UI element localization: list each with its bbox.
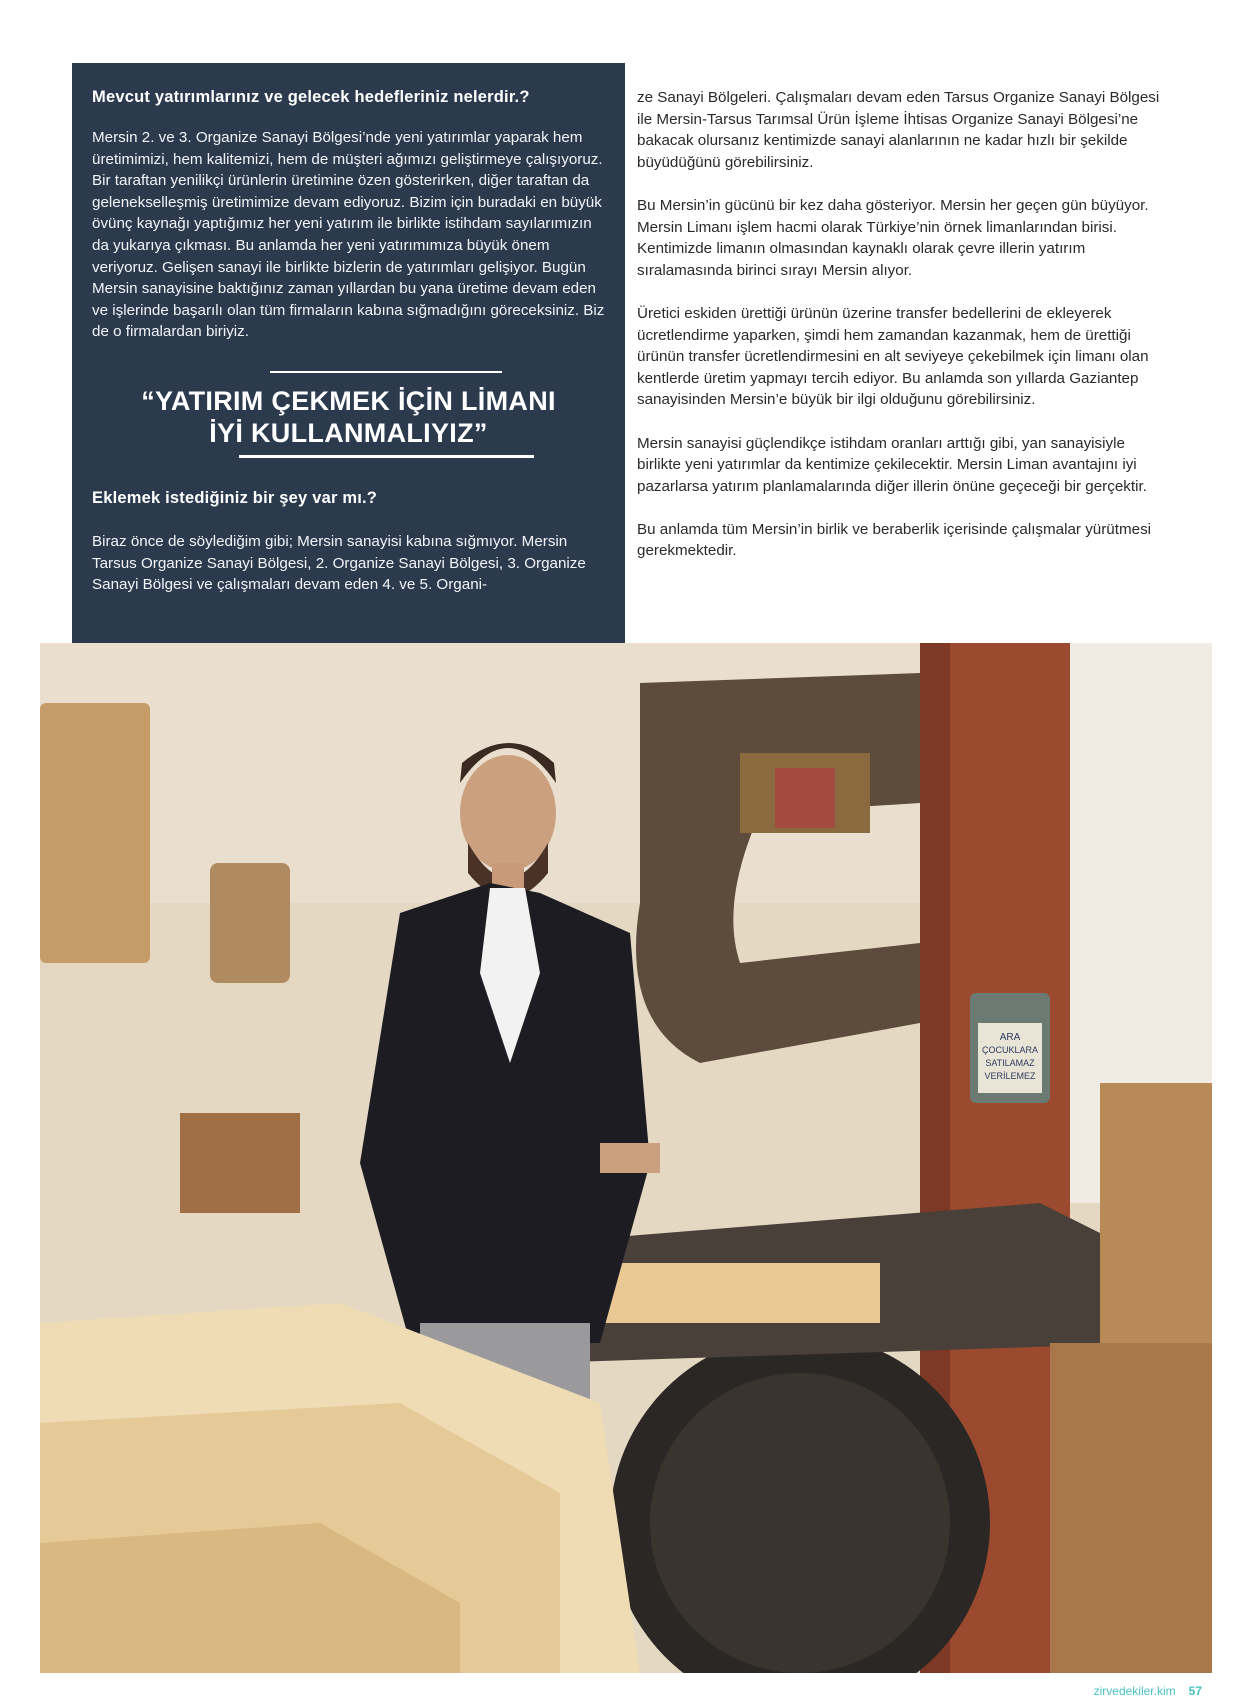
answer-paragraph: Mersin 2. ve 3. Organize Sanayi Bölgesi’nde yeni yatırımlar yaparak hem üretimimizi, hem kalitemizi, hem de müşteri ağımızı geliştirmeye çalışıyoruz. Bir taraftan yenilikçi ürünlerin üretimine özen gösterirken, diğer taraftan da gelenekselleşmiş üretimimize devam ediyoruz. Bizim için buradaki en büyük övünç kaynağı yaptığımız her yeni yatırım ile birlikte istihdam sayılarımızın da yukarıya çıkması. Bu anlamda her yeni yatırımımıza büyük önem veriyoruz. Gelişen sanayi ile birlikte bizlerin de yatırımları gelişiyor. Bugün Mersin sanayisine baktığınız zaman yıllardan bu yana üretime devam eden ve işlerinde başarılı olan tüm firmaların kabına sığmadığını göreceksiniz. Biz de o firmalardan biriyiz.	[92, 129, 605, 341]
sign-text-line: ARA	[999, 1032, 1021, 1043]
article-paragraph: Bu Mersin’in gücünü bir kez daha gösteriyor. Mersin her geçen gün büyüyor. Mersin Limanı işlem hacmi olarak Türkiye’nin örnek limanlarından birisi. Kentimizde limanın olmasından kaynaklı olarak çevre illerin yatırım sıralamasında birinci sırayı Mersin alıyor.	[637, 196, 1149, 279]
page-footer	[1094, 1684, 1202, 1698]
footer-divider	[1182, 1685, 1183, 1697]
portrait-photo	[40, 643, 1212, 1673]
pull-quote-top-rule	[270, 371, 502, 373]
answer-paragraph: Biraz önce de söylediğim gibi; Mersin sanayisi kabına sığmıyor. Mersin Tarsus Organize Sanayi Bölgesi, 2. Organize Sanayi Bölgesi, 3. Organize Sanayi Bölgesi ve çalışmaları devam eden 4. ve 5. Organi-	[92, 532, 586, 594]
article-paragraph: Mersin sanayisi güçlendikçe istihdam oranları arttığı gibi, yan sanayisiyle birlikte yeni yatırımlar da kentimize çekilecektir. Mersin Liman avantajını iyi pazarlarsa yatırım planlamalarında diğer illerin önüne geçeceği bir gerçektir.	[637, 434, 1147, 495]
page-number: 57	[1188, 1684, 1202, 1698]
pull-quote-bottom-rule	[239, 455, 534, 458]
pull-quote-text	[92, 385, 605, 449]
article-paragraph: Bu anlamda tüm Mersin’in birlik ve beraberlik içerisinde çalışmalar yürütmesi gerekmektedir.	[637, 520, 1152, 560]
pull-quote	[92, 371, 605, 465]
footer-site: zirvedekiler.kim	[1093, 1684, 1176, 1698]
question-heading: Eklemek istediğiniz bir şey var mı.?	[92, 488, 378, 507]
interview-panel	[72, 63, 625, 643]
pull-quote-line: İYİ KULLANMALIYIZ”	[209, 417, 488, 448]
article-paragraph: ze Sanayi Bölgeleri. Çalışmaları devam eden Tarsus Organize Sanayi Bölgesi ile Mersin-Tarsus Tarımsal Ürün İşleme İhtisas Organize Sanayi Bölgesi’ne bakacak olursanız kentimizde sanayi alanlarının ne kadar hızlı bir şekilde büyüdüğünü görebilirsiniz.	[637, 89, 1160, 171]
pull-quote-line: “YATIRIM ÇEKMEK İÇİN LİMANI	[141, 385, 556, 416]
sign-text-line: VERİLEMEZ	[984, 1071, 1036, 1081]
sign-text-line: ÇOCUKLARA	[981, 1045, 1039, 1055]
article-column	[637, 87, 1167, 584]
article-paragraph: Üretici eskiden ürettiği ürünün üzerine transfer bedellerini de ekleyerek ücretlendirme yaparken, şimdi hem zamandan kazanmak, hem de ürettiği ürünün transfer ücretlendirmesini en alt seviyeye çekebilmek için limanı olan kentlerde üretim yapmayı tercih ediyor. Bu anlamda son yıllarda Gaziantep sanayisinden Mersin’e büyük bir ilgi olduğunu görebilirsiniz.	[637, 304, 1149, 409]
workshop-illustration	[40, 643, 1212, 1673]
sign-text-line: SATILAMAZ	[985, 1058, 1035, 1068]
question-heading: Mevcut yatırımlarınız ve gelecek hedefleriniz nelerdir.?	[92, 88, 530, 106]
